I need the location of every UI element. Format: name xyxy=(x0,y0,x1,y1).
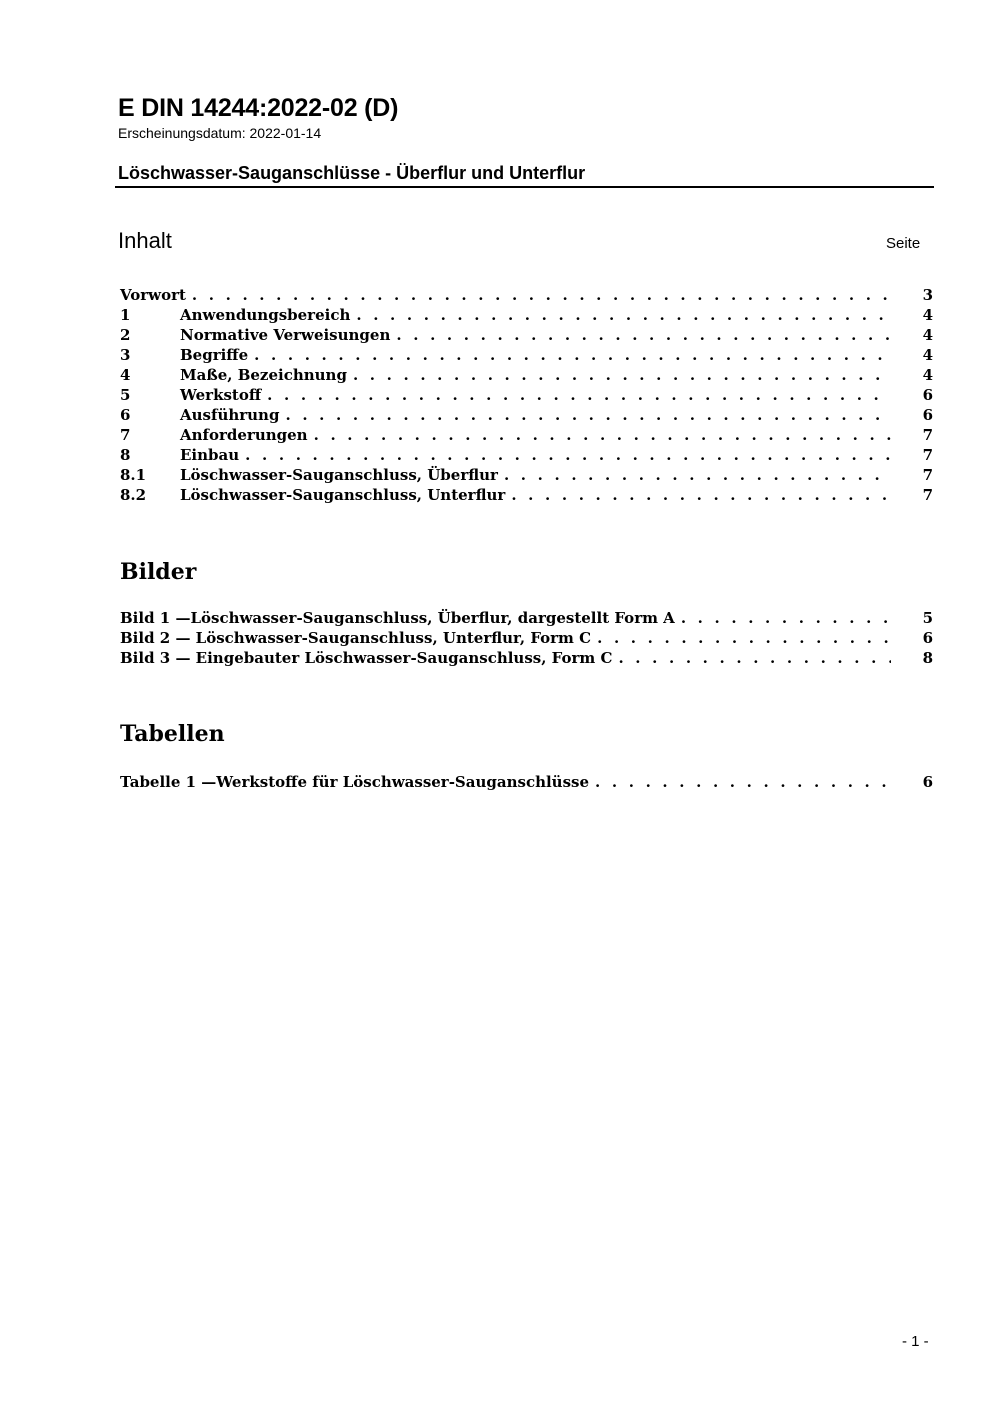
toc-entry[interactable] xyxy=(120,305,933,325)
figure-entry[interactable] xyxy=(120,628,933,648)
document-id: E DIN 14244:2022-02 (D) xyxy=(118,94,399,122)
toc-entry-number: 6 xyxy=(120,406,131,424)
toc-entry[interactable] xyxy=(120,385,933,405)
toc-entry-number: 3 xyxy=(120,346,131,364)
figures-heading: Bilder xyxy=(120,559,197,585)
dot-leader xyxy=(245,445,891,465)
toc-entry-number: 7 xyxy=(120,426,131,444)
contents-heading: Inhalt xyxy=(118,228,172,253)
toc-entry[interactable] xyxy=(120,485,933,505)
toc-entry-page: 6 xyxy=(922,386,933,404)
toc-entry-page: 6 xyxy=(922,406,933,424)
document-title: Löschwasser-Sauganschlüsse - Überflur und Unterflur xyxy=(118,163,586,183)
toc-entry-label: Einbau xyxy=(180,446,240,464)
figure-entry-page: 8 xyxy=(922,649,933,667)
figure-entry-label: Bild 3 — Eingebauter Löschwasser-Sauganschluss, Form C xyxy=(120,649,613,667)
toc-entry-label: Anforderungen xyxy=(180,426,308,444)
dot-leader xyxy=(267,385,891,405)
toc-entry-page: 4 xyxy=(922,306,933,324)
dot-leader xyxy=(396,325,891,345)
toc-entry-number: 8.2 xyxy=(120,486,147,504)
dot-leader xyxy=(618,648,891,668)
toc-entry-label: Begriffe xyxy=(180,346,249,364)
toc-entry-label: Werkstoff xyxy=(180,386,262,404)
dot-leader xyxy=(254,345,891,365)
publication-date: Erscheinungsdatum: 2022-01-14 xyxy=(118,125,322,141)
toc-entry-label: Löschwasser-Sauganschluss, Überflur xyxy=(180,466,498,484)
figure-entry-label: Bild 1 —Löschwasser-Sauganschluss, Überflur, dargestellt Form A xyxy=(120,609,675,627)
toc-entry[interactable] xyxy=(120,365,933,385)
toc-entry-label: Ausführung xyxy=(180,406,280,424)
toc-entry-page: 4 xyxy=(922,326,933,344)
toc-entry[interactable] xyxy=(120,345,933,365)
toc-entry-number: 8 xyxy=(120,446,131,464)
figure-entry-label: Bild 2 — Löschwasser-Sauganschluss, Unterflur, Form C xyxy=(120,629,592,647)
toc-entry-vorwort[interactable] xyxy=(120,285,933,305)
toc-entry-page: 7 xyxy=(922,486,933,504)
toc-entry-label: Anwendungsbereich xyxy=(180,306,351,324)
tables-heading: Tabellen xyxy=(120,721,225,747)
toc-entry-number: 1 xyxy=(120,306,131,324)
contents-list xyxy=(120,285,933,505)
dot-leader xyxy=(504,465,891,485)
dot-leader xyxy=(314,425,891,445)
toc-entry-label: Vorwort xyxy=(120,286,186,304)
toc-entry-page: 4 xyxy=(922,346,933,364)
figure-entry[interactable] xyxy=(120,608,933,628)
dot-leader xyxy=(353,365,891,385)
toc-entry[interactable] xyxy=(120,465,933,485)
toc-entry-page: 3 xyxy=(922,286,933,304)
toc-entry-page: 7 xyxy=(922,446,933,464)
dot-leader xyxy=(595,772,891,792)
toc-entry-number: 8.1 xyxy=(120,466,147,484)
dot-leader xyxy=(356,305,891,325)
toc-entry-number: 5 xyxy=(120,386,131,404)
figure-entry-page: 5 xyxy=(922,609,933,627)
toc-entry[interactable] xyxy=(120,405,933,425)
toc-entry[interactable] xyxy=(120,325,933,345)
dot-leader xyxy=(192,285,891,305)
table-entry-page: 6 xyxy=(922,773,933,791)
toc-entry[interactable] xyxy=(120,425,933,445)
toc-entry-label: Normative Verweisungen xyxy=(180,326,391,344)
table-entry[interactable] xyxy=(120,772,933,792)
figure-entry[interactable] xyxy=(120,648,933,668)
page-column-label: Seite xyxy=(886,235,921,252)
page-number: - 1 - xyxy=(902,1333,929,1350)
toc-entry-label: Löschwasser-Sauganschluss, Unterflur xyxy=(180,486,506,504)
toc-entry-page: 4 xyxy=(922,366,933,384)
dot-leader xyxy=(511,485,891,505)
toc-entry-page: 7 xyxy=(922,466,933,484)
dot-leader xyxy=(681,608,891,628)
table-entry-label: Tabelle 1 —Werkstoffe für Löschwasser-Sauganschlüsse xyxy=(120,773,590,791)
toc-entry-page: 7 xyxy=(922,426,933,444)
toc-entry[interactable] xyxy=(120,445,933,465)
dot-leader xyxy=(597,628,891,648)
title-divider xyxy=(115,186,934,188)
figure-entry-page: 6 xyxy=(922,629,933,647)
toc-entry-label: Maße, Bezeichnung xyxy=(180,366,347,384)
toc-entry-number: 4 xyxy=(120,366,131,384)
figures-list xyxy=(120,608,933,668)
tables-list xyxy=(120,772,933,792)
dot-leader xyxy=(285,405,891,425)
toc-entry-number: 2 xyxy=(120,326,131,344)
